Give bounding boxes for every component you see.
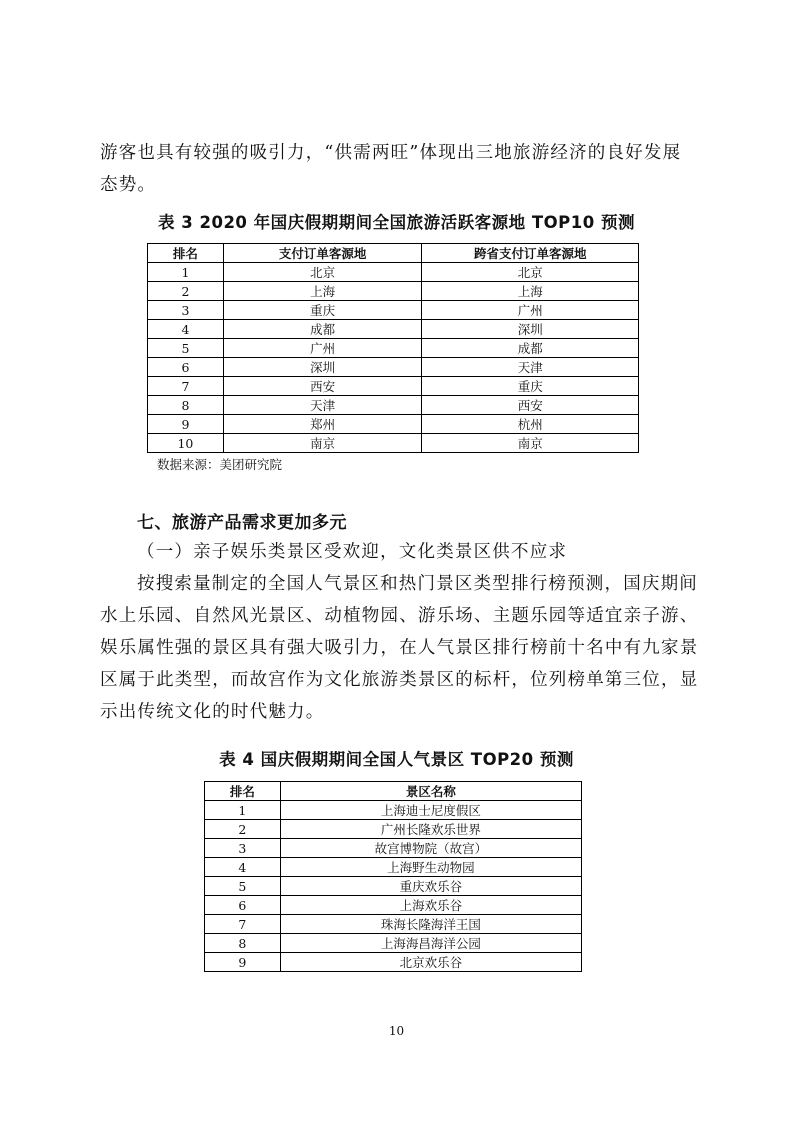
origin-cell: 上海 (223, 282, 422, 301)
paragraph-line-3: 娱乐属性强的景区具有强大吸引力，在人气景区排行榜前十名中有九家景 (100, 638, 699, 658)
table-row (148, 263, 639, 282)
scenic-name-cell: 上海海昌海洋公园 (280, 934, 581, 953)
table3-caption: 表 3 2020 年国庆假期期间全国旅游活跃客源地 TOP10 预测 (158, 213, 635, 232)
rank-cell: 5 (205, 877, 281, 896)
rank-cell: 8 (205, 934, 281, 953)
section-subheading: （一）亲子娱乐类景区受欢迎，文化类景区供不应求 (137, 542, 568, 562)
table-row (205, 953, 582, 972)
cross-origin-cell: 杭州 (422, 415, 639, 434)
scenic-name-cell: 广州长隆欢乐世界 (280, 820, 581, 839)
scenic-name-cell: 珠海长隆海洋王国 (280, 915, 581, 934)
table3-header-row (148, 244, 639, 263)
rank-cell: 6 (205, 896, 281, 915)
table-row (205, 877, 582, 896)
section-heading: 七、旅游产品需求更加多元 (137, 513, 347, 533)
origin-cell: 深圳 (223, 358, 422, 377)
table-row (148, 282, 639, 301)
table3-source: 数据来源：美团研究院 (157, 457, 283, 472)
table4-caption: 表 4 国庆假期期间全国人气景区 TOP20 预测 (219, 750, 574, 769)
rank-cell: 3 (148, 301, 224, 320)
origin-cell: 天津 (223, 396, 422, 415)
scenic-name-cell: 北京欢乐谷 (280, 953, 581, 972)
rank-cell: 7 (205, 915, 281, 934)
origin-cell: 北京 (223, 263, 422, 282)
scenic-name-cell: 故宫博物院（故宫） (280, 839, 581, 858)
cross-origin-cell: 南京 (422, 434, 639, 453)
table4-header-scenic-name: 景区名称 (280, 782, 581, 801)
rank-cell: 5 (148, 339, 224, 358)
table-row (148, 377, 639, 396)
table-row (205, 839, 582, 858)
scenic-name-cell: 重庆欢乐谷 (280, 877, 581, 896)
table3-header-origin: 支付订单客源地 (223, 244, 422, 263)
scenic-name-cell: 上海迪士尼度假区 (280, 801, 581, 820)
table-row (205, 820, 582, 839)
intro-paragraph (100, 137, 700, 201)
rank-cell: 9 (148, 415, 224, 434)
rank-cell: 8 (148, 396, 224, 415)
rank-cell: 1 (205, 801, 281, 820)
rank-cell: 1 (148, 263, 224, 282)
table-row (205, 934, 582, 953)
rank-cell: 2 (148, 282, 224, 301)
table-row (148, 396, 639, 415)
paragraph-line-4: 区属于此类型，而故宫作为文化旅游类景区的标杆，位列榜单第三位，显 (100, 670, 699, 690)
table-row (205, 896, 582, 915)
origin-cell: 西安 (223, 377, 422, 396)
table-row (148, 434, 639, 453)
rank-cell: 2 (205, 820, 281, 839)
table3-header-cross-province: 跨省支付订单客源地 (422, 244, 639, 263)
table-row (205, 915, 582, 934)
section-paragraph (100, 568, 700, 728)
page-number: 10 (388, 1024, 405, 1038)
table-row (148, 339, 639, 358)
table3-header-rank: 排名 (148, 244, 224, 263)
rank-cell: 7 (148, 377, 224, 396)
origin-cell: 重庆 (223, 301, 422, 320)
table-row (148, 358, 639, 377)
cross-origin-cell: 成都 (422, 339, 639, 358)
rank-cell: 10 (148, 434, 224, 453)
origin-cell: 郑州 (223, 415, 422, 434)
cross-origin-cell: 广州 (422, 301, 639, 320)
intro-line-2: 态势。 (100, 175, 157, 195)
paragraph-line-2: 水上乐园、自然风光景区、动植物园、游乐场、主题乐园等适宜亲子游、 (100, 606, 699, 626)
cross-origin-cell: 上海 (422, 282, 639, 301)
origin-cell: 成都 (223, 320, 422, 339)
rank-cell: 3 (205, 839, 281, 858)
table-row (148, 415, 639, 434)
origin-cell: 南京 (223, 434, 422, 453)
cross-origin-cell: 天津 (422, 358, 639, 377)
scenic-name-cell: 上海欢乐谷 (280, 896, 581, 915)
origin-cell: 广州 (223, 339, 422, 358)
paragraph-line-1: 按搜索量制定的全国人气景区和热门景区类型排行榜预测，国庆期间 (137, 574, 698, 594)
cross-origin-cell: 西安 (422, 396, 639, 415)
intro-line-1: 游客也具有较强的吸引力，“供需两旺”体现出三地旅游经济的良好发展 (100, 143, 682, 163)
table3 (147, 243, 639, 453)
scenic-name-cell: 上海野生动物园 (280, 858, 581, 877)
table4-header-rank: 排名 (205, 782, 281, 801)
rank-cell: 9 (205, 953, 281, 972)
cross-origin-cell: 北京 (422, 263, 639, 282)
paragraph-line-5: 示出传统文化的时代魅力。 (100, 702, 325, 722)
rank-cell: 4 (205, 858, 281, 877)
table4 (204, 781, 582, 972)
table4-header-row (205, 782, 582, 801)
table-row (205, 801, 582, 820)
table-row (205, 858, 582, 877)
rank-cell: 6 (148, 358, 224, 377)
cross-origin-cell: 重庆 (422, 377, 639, 396)
table-row (148, 320, 639, 339)
rank-cell: 4 (148, 320, 224, 339)
table-row (148, 301, 639, 320)
cross-origin-cell: 深圳 (422, 320, 639, 339)
